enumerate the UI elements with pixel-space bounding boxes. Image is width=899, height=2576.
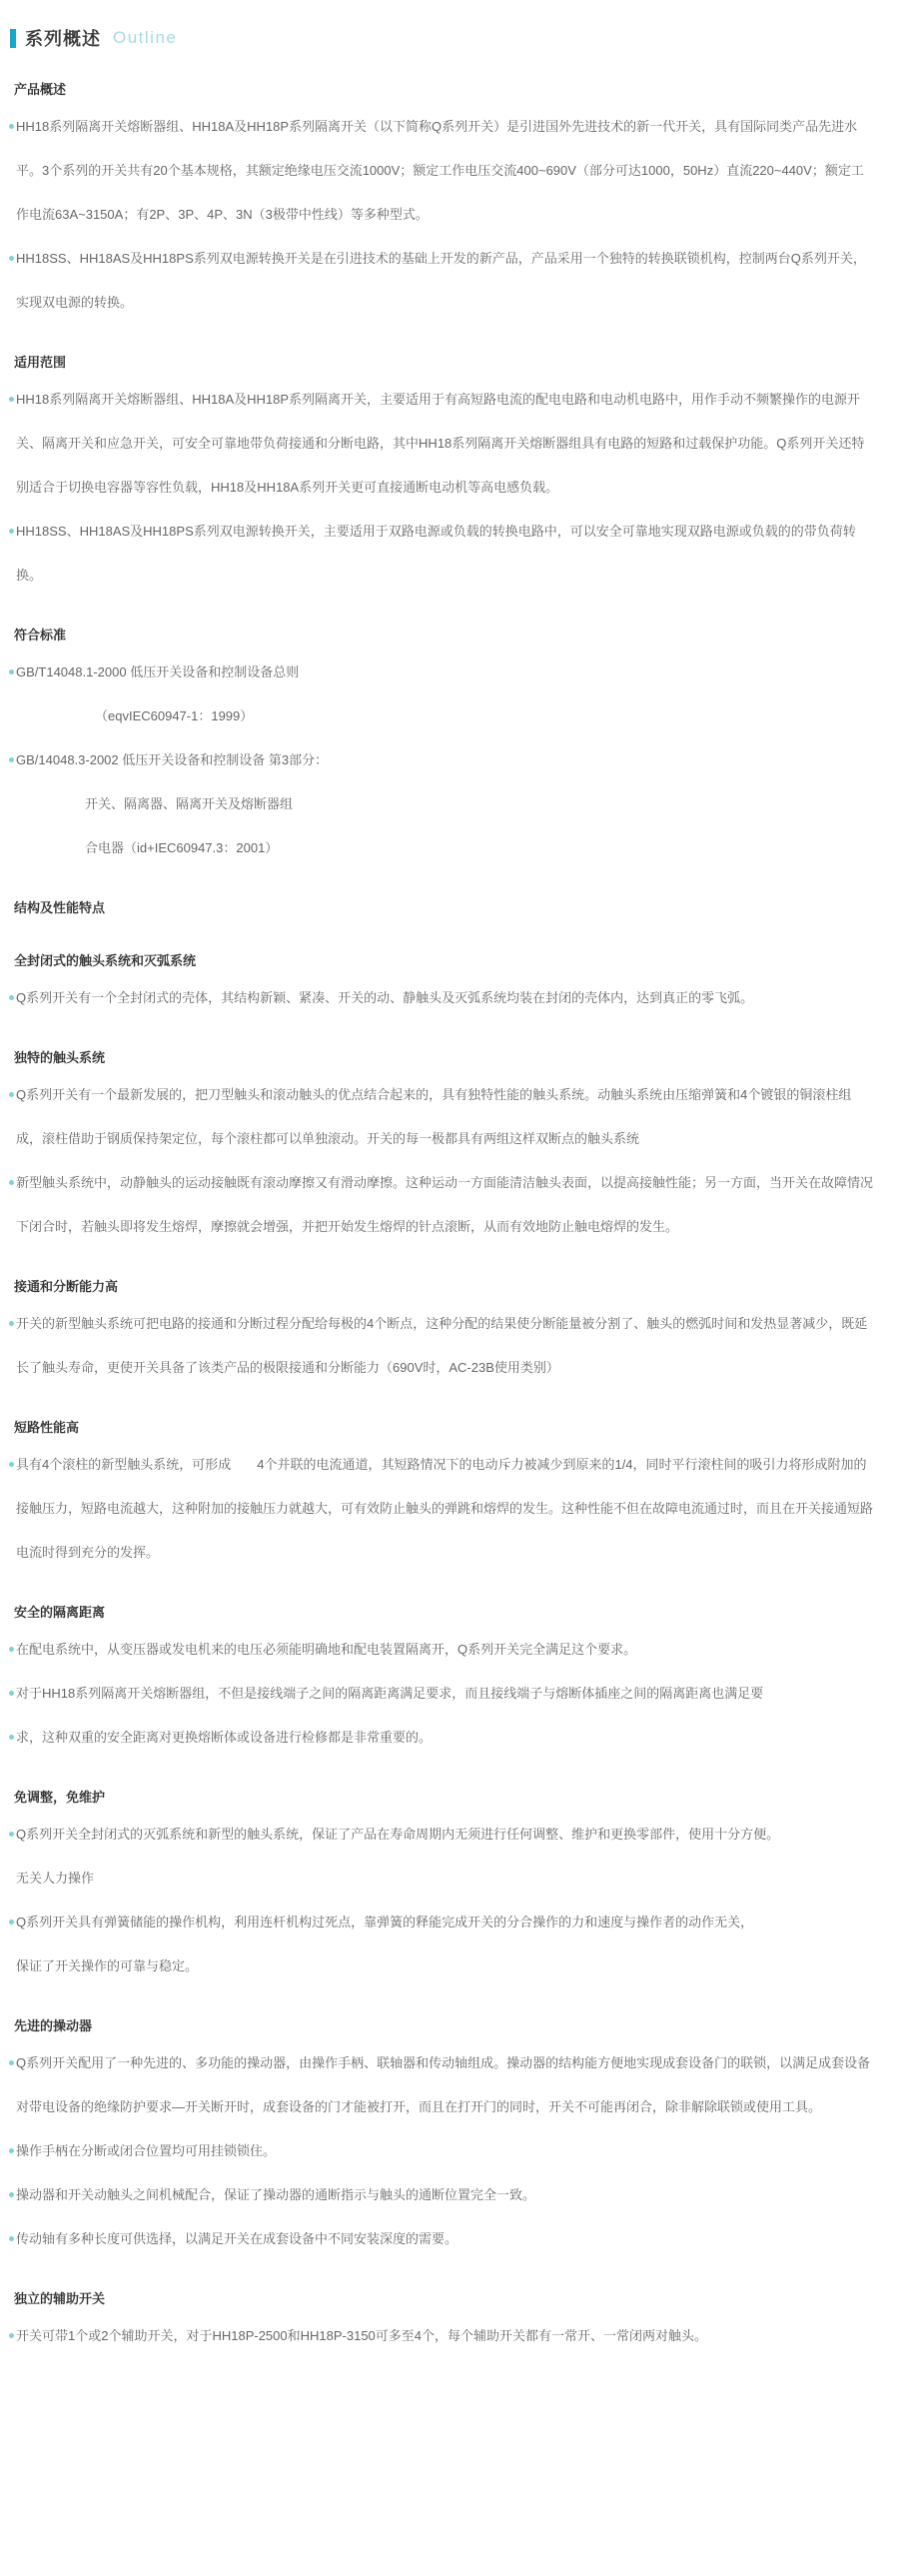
section [10, 1249, 873, 1390]
bullet-item: Q系列开关有一个最新发展的，把刀型触头和滚动触头的优点结合起来的，具有独特性能的触头系统。动触头系统由压缩弹簧和4个镀银的铜滚柱组成，滚柱借助于钢质保持架定位，每个滚柱都可以单独滚动。开关的每一极都具有两组这样双断点的触头系统 [10, 1073, 873, 1161]
section [10, 2261, 873, 2358]
page-subtitle-en: Outline [113, 28, 178, 47]
bullet-item: Q系列开关配用了一种先进的、多功能的操动器，由操作手柄、联轴器和传动轴组成。操动器的结构能方便地实现成套设备门的联锁，以满足成套设备对带电设备的绝缘防护要求—开关断开时，成套设备的门才能被打开，而且在打开门的同时，开关不可能再闭合，除非解除联锁或使用工具。 [10, 2041, 873, 2129]
bullet-item: 操动器和开关动触头之间机械配合，保证了操动器的通断指示与触头的通断位置完全一致。 [10, 2173, 873, 2217]
bullet-item: HH18SS、HH18AS及HH18PS系列双电源转换开关，主要适用于双路电源或负载的转换电路中，可以安全可靠地实现双路电源或负载的的带负荷转换。 [10, 510, 873, 598]
section-heading: 接通和分断能力高 [14, 1279, 119, 1294]
page-title-row [10, 26, 873, 50]
section [10, 1760, 873, 1988]
bullet-item: HH18系列隔离开关熔断器组、HH18A及HH18P系列隔离开关，主要适用于有高短路电流的配电电路和电动机电路中，用作手动不频繁操作的电源开关、隔离开关和应急开关，可安全可靠地带负荷接通和分断电路，其中HH18系列隔离开关熔断器组具有电路的短路和过载保护功能。Q系列开关还特别适合于切换电容器等容性负载，HH18及HH18A系列开关更可直接通断电动机等高电感负载。 [10, 378, 873, 510]
section-heading: 免调整，免维护 [14, 1790, 106, 1805]
text-line: 合电器（id+IEC60947.3：2001） [85, 840, 279, 855]
section-heading: 独立的辅助开关 [14, 2291, 106, 2306]
section [10, 870, 873, 923]
bullet-item: HH18系列隔离开关熔断器组、HH18A及HH18P系列隔离开关（以下简称Q系列开关）是引进国外先进技术的新一代开关，具有国际同类产品先进水平。3个系列的开关共有20个基本规格，其额定绝缘电压交流1000V；额定工作电压交流400~690V（部分可达1000，50Hz）直流220~440V；额定工作电流63A~3150A；有2P、3P、4P、3N（3极带中性线）等多种型式。 [10, 105, 873, 237]
bullet-item: HH18SS、HH18AS及HH18PS系列双电源转换开关是在引进技术的基础上开发的新产品，产品采用一个独特的转换联锁机构，控制两台Q系列开关，实现双电源的转换。 [10, 237, 873, 325]
text-line: （eqvIEC60947-1：1999） [95, 708, 254, 723]
section [10, 923, 873, 1020]
bullet-item: 操作手柄在分断或闭合位置均可用挂锁锁住。 [10, 2129, 873, 2173]
section-heading: 结构及性能特点 [14, 900, 106, 915]
bullet-item: 开关的新型触头系统可把电路的接通和分断过程分配给每极的4个断点，这种分配的结果使分断能量被分割了、触头的燃弧时间和发热显著减少，既延长了触头寿命，更使开关具备了该类产品的极限接通和分断能力（690V时，AC-23B使用类别） [10, 1302, 873, 1390]
text-line: 开关、隔离器、隔离开关及熔断器组 [85, 796, 294, 811]
section-heading: 符合标准 [14, 628, 67, 643]
bullet-item: Q系列开关全封闭式的灭弧系统和新型的触头系统，保证了产品在寿命周期内无须进行任何调整、维护和更换零部件，使用十分方便。 [10, 1813, 873, 1857]
text-line: 无关人力操作 [16, 1871, 95, 1886]
section-heading: 安全的隔离距离 [14, 1605, 106, 1620]
bullet-item: Q系列开关有一个全封闭式的壳体，其结构新颖、紧凑、开关的动、静触头及灭弧系统均装在封闭的壳体内，达到真正的零飞弧。 [10, 976, 873, 1020]
document-body [10, 50, 873, 2358]
bullet-item: Q系列开关具有弹簧储能的操作机构，利用连杆机构过死点，靠弹簧的释能完成开关的分合操作的力和速度与操作者的动作无关， [10, 1901, 873, 1944]
bullet-item: GB/14048.3-2002 低压开关设备和控制设备 第3部分： [10, 738, 873, 782]
text-line: 保证了开关操作的可靠与稳定。 [16, 1958, 199, 1973]
bullet-item: 具有4个滚柱的新型触头系统，可形成 4个并联的电流通道，其短路情况下的电动斥力被减少到原来的1/4，同时平行滚柱间的吸引力将形成附加的接触压力，短路电流越大，这种附加的接触压力就越大，可有效防止触头的弹跳和熔焊的发生。这种性能不但在故障电流通过时，而且在开关接通短路电流时得到充分的发挥。 [10, 1443, 873, 1575]
section-heading: 全封闭式的触头系统和灭弧系统 [14, 953, 197, 968]
section [10, 598, 873, 870]
bullet-item: GB/T14048.1-2000 低压开关设备和控制设备总则 [10, 650, 873, 694]
bullet-item: 新型触头系统中，动静触头的运动接触既有滚动摩擦又有滑动摩擦。这种运动一方面能清洁触头表面，以提高接触性能；另一方面，当开关在故障情况下闭合时，若触头即将发生熔焊，摩擦就会增强，并把开始发生熔焊的针点滚断，从而有效地防止触电熔焊的发生。 [10, 1161, 873, 1249]
bullet-item: 求，这种双重的安全距离对更换熔断体或设备进行检修都是非常重要的。 [10, 1716, 873, 1760]
section-heading: 短路性能高 [14, 1420, 80, 1435]
section-heading: 先进的操动器 [14, 2018, 93, 2033]
section [10, 1575, 873, 1760]
bullet-item: 对于HH18系列隔离开关熔断器组，不但是接线端子之间的隔离距离满足要求，而且接线端子与熔断体插座之间的隔离距离也满足要 [10, 1672, 873, 1716]
section-heading: 适用范围 [14, 355, 67, 370]
bullet-item: 在配电系统中，从变压器或发电机来的电压必须能明确地和配电装置隔离开，Q系列开关完全满足这个要求。 [10, 1628, 873, 1672]
section-heading: 独特的触头系统 [14, 1050, 106, 1065]
page-title: 系列概述 [25, 29, 101, 49]
section [10, 325, 873, 598]
bullet-item: 开关可带1个或2个辅助开关，对于HH18P-2500和HH18P-3150可多至4个，每个辅助开关都有一常开、一常闭两对触头。 [10, 2314, 873, 2358]
section [10, 1988, 873, 2261]
section-heading: 产品概述 [14, 82, 67, 97]
section [10, 52, 873, 325]
title-accent-bar [10, 29, 16, 48]
section [10, 1020, 873, 1249]
section [10, 1390, 873, 1575]
bullet-item: 传动轴有多种长度可供选择，以满足开关在成套设备中不同安装深度的需要。 [10, 2217, 873, 2261]
